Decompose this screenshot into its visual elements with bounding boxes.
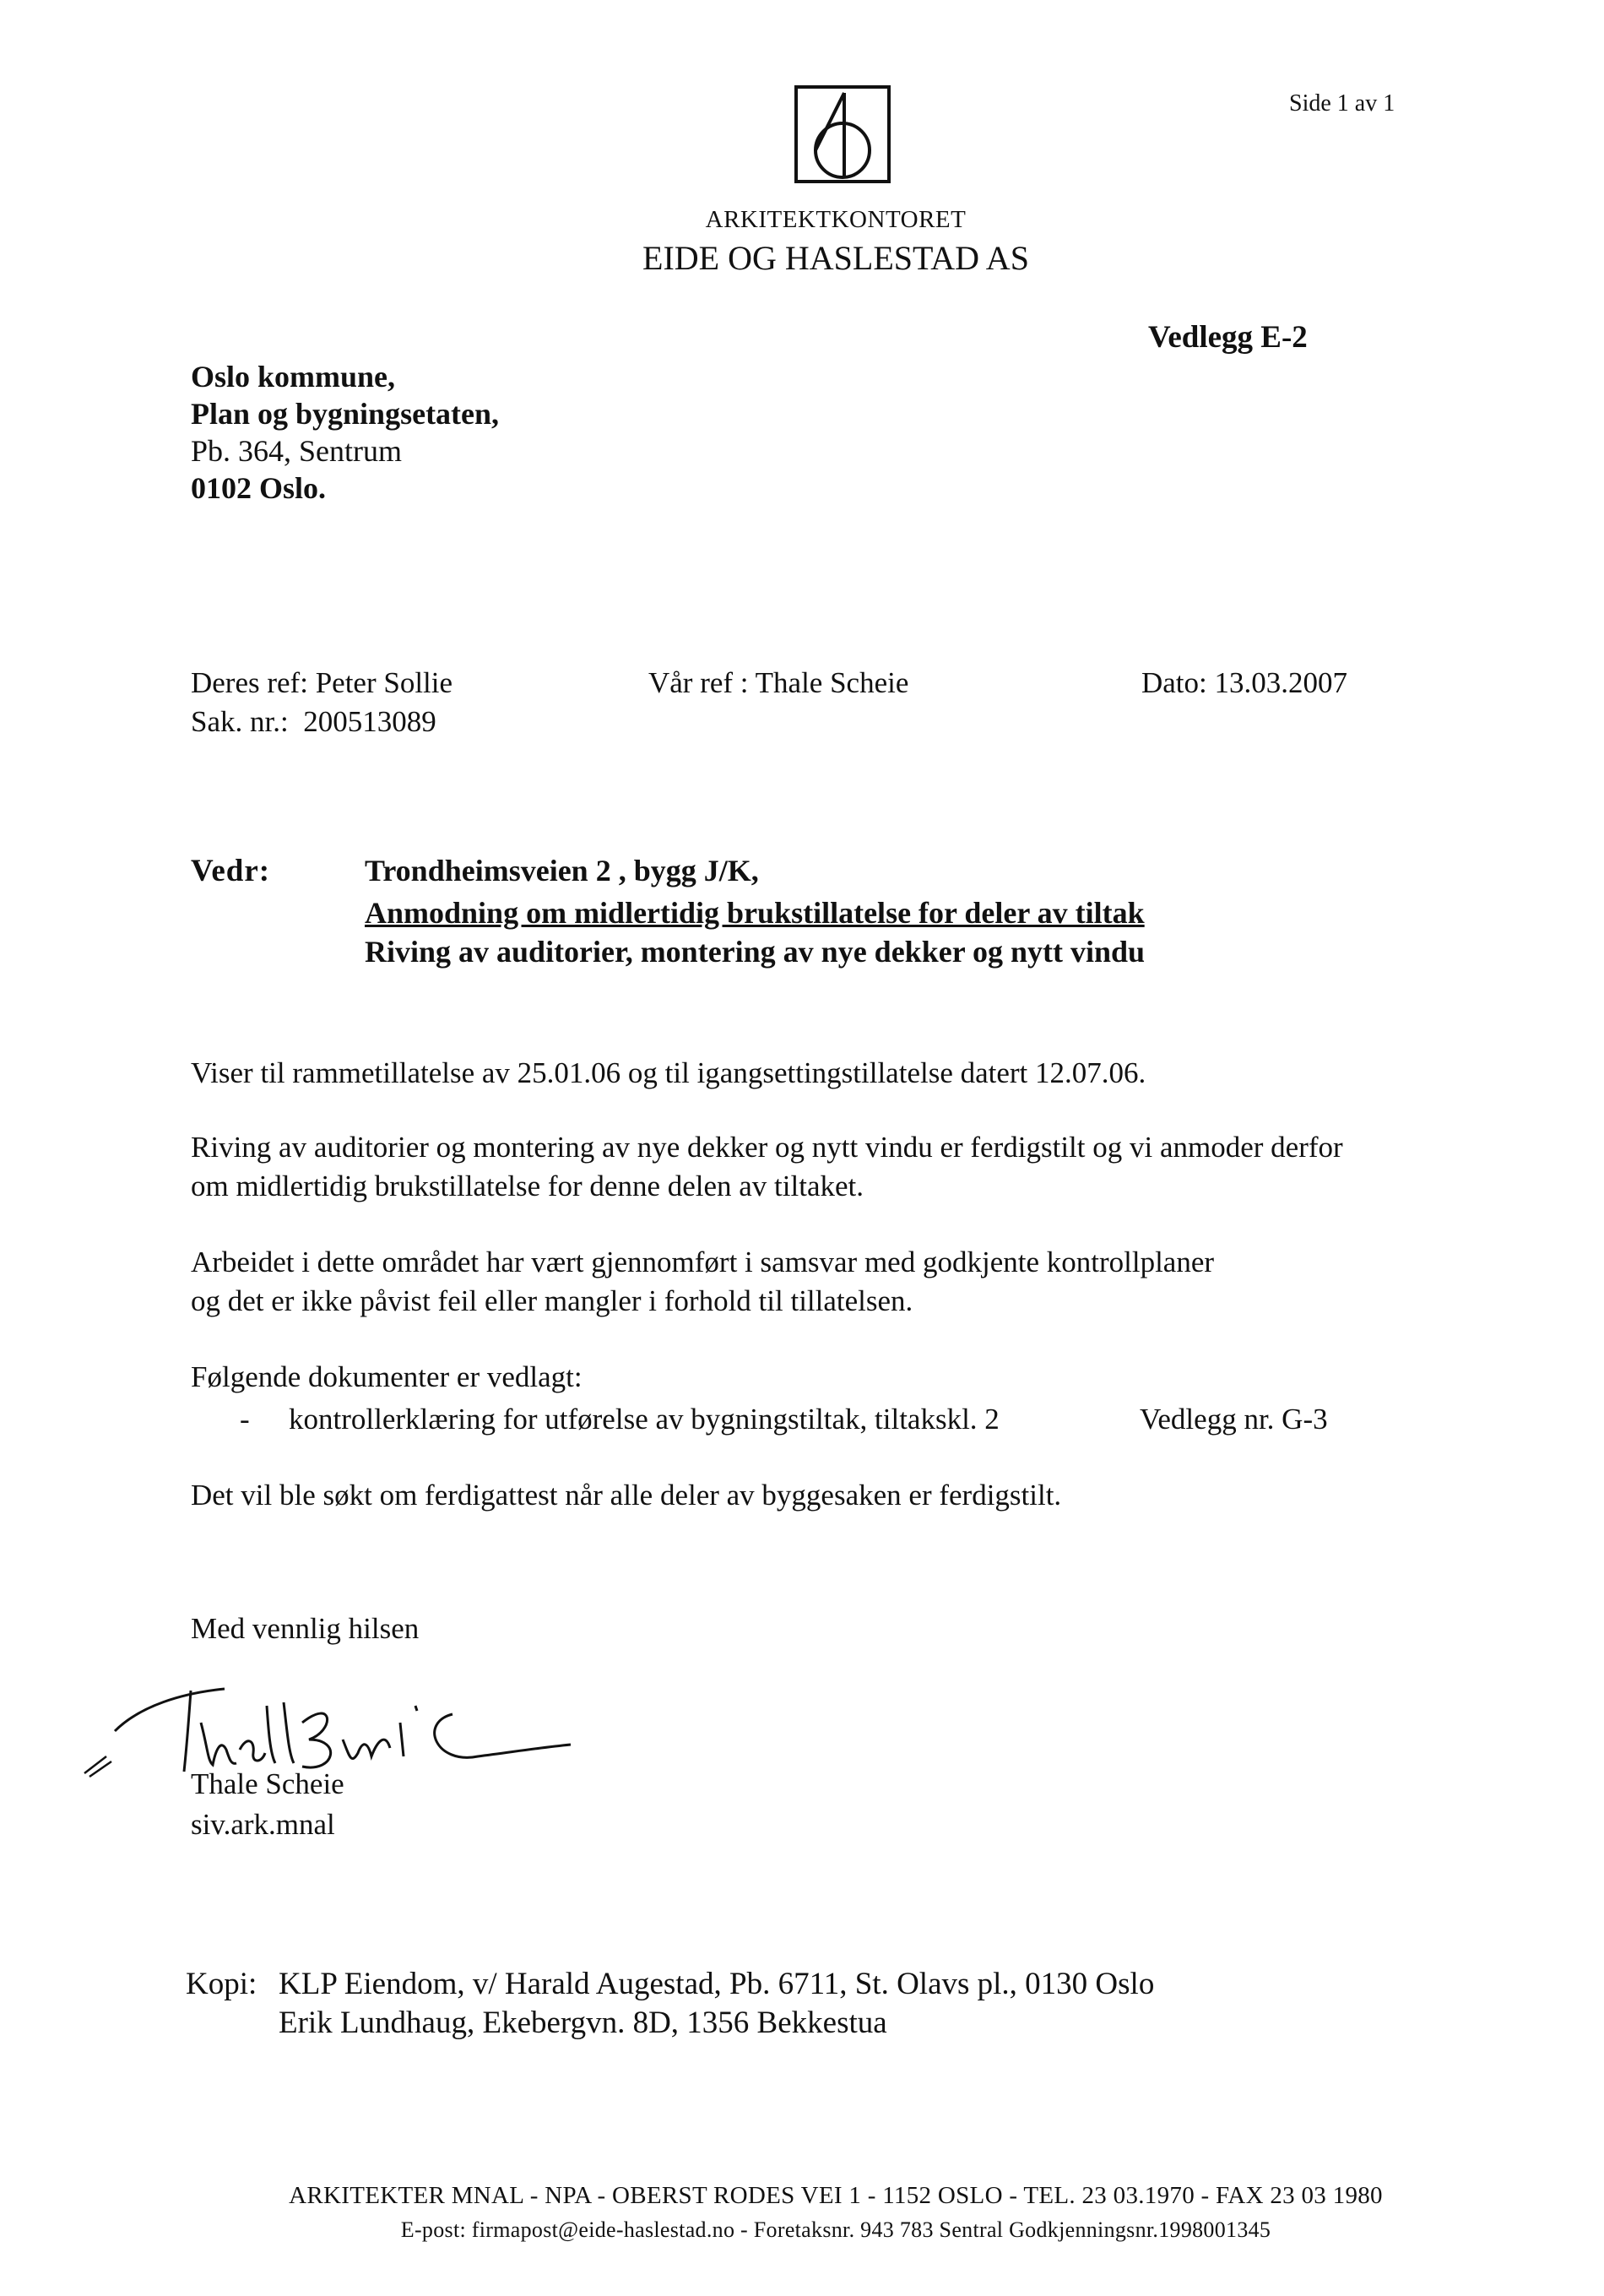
- company-name: EIDE OG HASLESTAD AS: [642, 239, 1029, 277]
- copy-recipient-2: Erik Lundhaug, Ekebergvn. 8D, 1356 Bekkestua: [279, 2006, 887, 2040]
- body-paragraph-1: Viser til rammetillatelse av 25.01.06 og til igangsettingstillatelse datert 12.07.06.: [191, 1056, 1146, 1089]
- closing-greeting: Med vennlig hilsen: [191, 1612, 420, 1645]
- recipient-line-4: 0102 Oslo.: [191, 471, 327, 505]
- copy-label: Kopi:: [186, 1967, 257, 2001]
- company-subtitle: ARKITEKTKONTORET: [705, 206, 967, 233]
- copy-recipient-1: KLP Eiendom, v/ Harald Augestad, Pb. 6711, St. Olavs pl., 0130 Oslo: [279, 1967, 1155, 2001]
- subject-line-2: Anmodning om midlertidig brukstillatelse for deler av tiltak: [365, 896, 1145, 930]
- page-number: Side 1 av 1: [1289, 90, 1395, 117]
- body-paragraph-3-line-1: Arbeidet i dette området har vært gjennomført i samsvar med godkjente kontrollplaner: [191, 1246, 1215, 1278]
- list-bullet: -: [240, 1403, 250, 1436]
- body-paragraph-3-line-2: og det er ikke påvist feil eller mangler i forhold til tillatelsen.: [191, 1284, 913, 1317]
- body-paragraph-2-line-1: Riving av auditorier og montering av nye dekker og nytt vindu er ferdigstilt og vi anmoder derfor: [191, 1131, 1343, 1164]
- recipient-address: [191, 358, 499, 507]
- case-number: Sak. nr.: 200513089: [191, 705, 436, 738]
- your-reference: Deres ref: Peter Sollie: [191, 666, 453, 699]
- body-paragraph-2-line-2: om midlertidig brukstillatelse for denne delen av tiltaket.: [191, 1170, 864, 1202]
- subject-line-1: Trondheimsveien 2 , bygg J/K,: [365, 854, 759, 887]
- company-logo: [794, 84, 891, 184]
- recipient-line-2: Plan og bygningsetaten,: [191, 397, 500, 431]
- attachment-item: kontrollerklæring for utførelse av bygningstiltak, tiltakskl. 2: [289, 1403, 1000, 1436]
- attachment-item-ref: Vedlegg nr. G-3: [1140, 1403, 1328, 1436]
- signer-name: Thale Scheie: [191, 1767, 344, 1800]
- subject-label: Vedr:: [191, 854, 271, 888]
- our-reference: Vår ref : Thale Scheie: [648, 666, 909, 699]
- attachments-intro: Følgende dokumenter er vedlagt:: [191, 1360, 583, 1393]
- recipient-line-3: Pb. 364, Sentrum: [191, 434, 403, 468]
- letter-date: Dato: 13.03.2007: [1141, 666, 1348, 699]
- subject-line-3: Riving av auditorier, montering av nye dekker og nytt vindu: [365, 935, 1146, 969]
- body-paragraph-5: Det vil ble søkt om ferdigattest når alle deler av byggesaken er ferdigstilt.: [191, 1479, 1062, 1512]
- attachment-label: Vedlegg E-2: [1148, 320, 1308, 355]
- signer-title: siv.ark.mnal: [191, 1808, 335, 1841]
- footer-contact: E-post: firmapost@eide-haslestad.no - Foretaksnr. 943 783 Sentral Godkjenningsnr.1998001345: [400, 2217, 1271, 2242]
- footer-address: ARKITEKTER MNAL - NPA - OBERST RODES VEI 1 - 1152 OSLO - TEL. 23 03.1970 - FAX 23 03 1980: [289, 2182, 1383, 2209]
- recipient-line-1: Oslo kommune,: [191, 360, 396, 394]
